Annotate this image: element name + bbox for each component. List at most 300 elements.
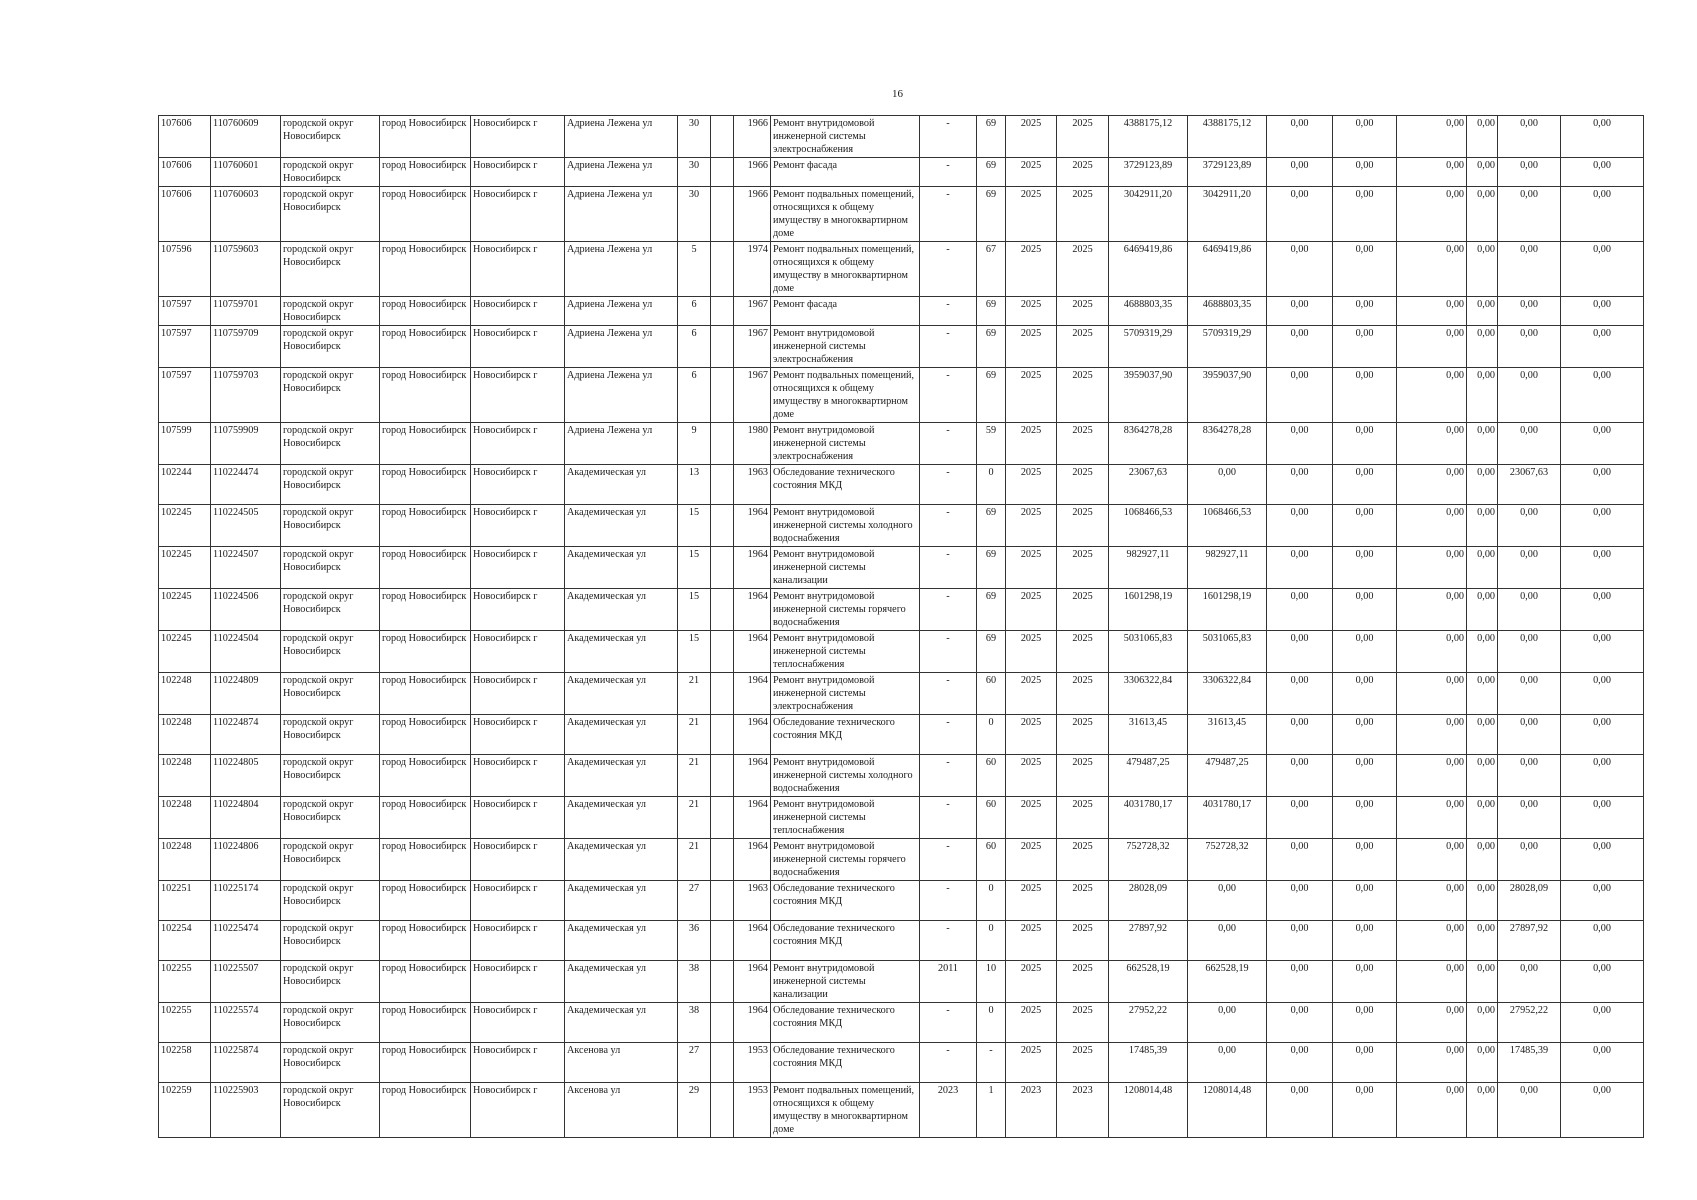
cell-wear-percent: 0 — [977, 715, 1006, 755]
cell-house-number: 15 — [678, 505, 711, 547]
cell-year-built: 1964 — [734, 961, 771, 1003]
cell-budget-federal: 0,00 — [1267, 1003, 1333, 1043]
cell-work-type: Ремонт подвальных помещений, относящихся к общему имуществу в многоквартирном доме — [771, 1083, 920, 1138]
cell-budget-regional: 0,00 — [1333, 423, 1397, 465]
cell-building — [711, 1043, 734, 1083]
cell-settlement: город Новосибирск — [380, 326, 471, 368]
cell-building — [711, 1003, 734, 1043]
cell-budget-local: 0,00 — [1397, 326, 1467, 368]
cell-municipal-district: городской округ Новосибирск — [281, 839, 380, 881]
cell-wear-percent: 0 — [977, 1003, 1006, 1043]
cell-wear-percent: 60 — [977, 797, 1006, 839]
cell-other-cost: 0,00 — [1498, 631, 1561, 673]
cell-wear-percent: 69 — [977, 187, 1006, 242]
cell-fund-cost: 5031065,83 — [1188, 631, 1267, 673]
cell-street: Академическая ул — [565, 673, 678, 715]
cell-other-cost: 0,00 — [1498, 589, 1561, 631]
cell-settlement: город Новосибирск — [380, 715, 471, 755]
cell-municipal-district: городской округ Новосибирск — [281, 423, 380, 465]
cell-budget-regional: 0,00 — [1333, 961, 1397, 1003]
cell-total-cost: 27952,22 — [1109, 1003, 1188, 1043]
cell-settlement: город Новосибирск — [380, 755, 471, 797]
cell-work-type: Ремонт подвальных помещений, относящихся к общему имуществу в многоквартирном доме — [771, 242, 920, 297]
cell-street: Адриена Лежена ул — [565, 368, 678, 423]
cell-street: Академическая ул — [565, 755, 678, 797]
page-number: 16 — [892, 88, 903, 100]
cell-total-cost: 1601298,19 — [1109, 589, 1188, 631]
cell-work-id: 110759703 — [211, 368, 281, 423]
cell-house-number: 21 — [678, 715, 711, 755]
cell-owners-funds: 0,00 — [1467, 921, 1498, 961]
cell-fund-cost: 4388175,12 — [1188, 116, 1267, 158]
cell-work-type: Ремонт внутридомовой инженерной системы горячего водоснабжения — [771, 589, 920, 631]
cell-city: Новосибирск г — [471, 242, 565, 297]
cell-street: Академическая ул — [565, 547, 678, 589]
cell-settlement: город Новосибирск — [380, 368, 471, 423]
cell-building — [711, 797, 734, 839]
cell-building — [711, 297, 734, 326]
table-row — [159, 187, 1644, 242]
table-row — [159, 839, 1644, 881]
cell-house-id: 107606 — [159, 187, 211, 242]
cell-plan-start-year: 2025 — [1006, 368, 1057, 423]
cell-total-cost: 5709319,29 — [1109, 326, 1188, 368]
cell-plan-start-year: 2025 — [1006, 797, 1057, 839]
cell-other-funds: 0,00 — [1561, 116, 1644, 158]
cell-work-type: Ремонт внутридомовой инженерной системы электроснабжения — [771, 673, 920, 715]
cell-work-id: 110225574 — [211, 1003, 281, 1043]
cell-street: Адриена Лежена ул — [565, 187, 678, 242]
cell-fund-cost: 662528,19 — [1188, 961, 1267, 1003]
cell-settlement: город Новосибирск — [380, 589, 471, 631]
cell-building — [711, 116, 734, 158]
cell-city: Новосибирск г — [471, 116, 565, 158]
cell-building — [711, 368, 734, 423]
cell-municipal-district: городской округ Новосибирск — [281, 797, 380, 839]
cell-plan-end-year: 2025 — [1057, 423, 1109, 465]
cell-house-id: 107596 — [159, 242, 211, 297]
cell-other-funds: 0,00 — [1561, 881, 1644, 921]
cell-house-number: 38 — [678, 1003, 711, 1043]
cell-city: Новосибирск г — [471, 505, 565, 547]
cell-other-funds: 0,00 — [1561, 326, 1644, 368]
cell-house-id: 107606 — [159, 116, 211, 158]
table-row — [159, 326, 1644, 368]
cell-last-repair-year: - — [920, 368, 977, 423]
cell-fund-cost: 8364278,28 — [1188, 423, 1267, 465]
cell-building — [711, 921, 734, 961]
cell-house-id: 107597 — [159, 326, 211, 368]
table-row — [159, 465, 1644, 505]
cell-settlement: город Новосибирск — [380, 881, 471, 921]
cell-total-cost: 982927,11 — [1109, 547, 1188, 589]
cell-house-id: 107599 — [159, 423, 211, 465]
cell-house-number: 9 — [678, 423, 711, 465]
cell-building — [711, 715, 734, 755]
cell-total-cost: 8364278,28 — [1109, 423, 1188, 465]
cell-house-number: 21 — [678, 797, 711, 839]
cell-city: Новосибирск г — [471, 187, 565, 242]
cell-building — [711, 961, 734, 1003]
cell-house-number: 27 — [678, 881, 711, 921]
cell-other-cost: 0,00 — [1498, 116, 1561, 158]
cell-plan-end-year: 2025 — [1057, 1043, 1109, 1083]
cell-budget-local: 0,00 — [1397, 715, 1467, 755]
cell-budget-regional: 0,00 — [1333, 755, 1397, 797]
cell-settlement: город Новосибирск — [380, 1003, 471, 1043]
cell-plan-end-year: 2023 — [1057, 1083, 1109, 1138]
cell-work-id: 110224504 — [211, 631, 281, 673]
cell-work-id: 110760601 — [211, 158, 281, 187]
cell-fund-cost: 5709319,29 — [1188, 326, 1267, 368]
cell-total-cost: 3959037,90 — [1109, 368, 1188, 423]
cell-plan-start-year: 2025 — [1006, 921, 1057, 961]
cell-other-funds: 0,00 — [1561, 297, 1644, 326]
cell-plan-start-year: 2025 — [1006, 465, 1057, 505]
cell-total-cost: 479487,25 — [1109, 755, 1188, 797]
cell-other-cost: 0,00 — [1498, 839, 1561, 881]
cell-last-repair-year: - — [920, 116, 977, 158]
cell-last-repair-year: - — [920, 505, 977, 547]
cell-plan-start-year: 2025 — [1006, 961, 1057, 1003]
cell-city: Новосибирск г — [471, 1083, 565, 1138]
cell-building — [711, 158, 734, 187]
cell-city: Новосибирск г — [471, 368, 565, 423]
cell-municipal-district: городской округ Новосибирск — [281, 631, 380, 673]
cell-other-funds: 0,00 — [1561, 158, 1644, 187]
cell-municipal-district: городской округ Новосибирск — [281, 465, 380, 505]
table-row — [159, 1003, 1644, 1043]
cell-last-repair-year: - — [920, 1003, 977, 1043]
cell-plan-end-year: 2025 — [1057, 465, 1109, 505]
cell-last-repair-year: - — [920, 839, 977, 881]
cell-year-built: 1963 — [734, 881, 771, 921]
cell-budget-regional: 0,00 — [1333, 921, 1397, 961]
cell-year-built: 1980 — [734, 423, 771, 465]
cell-year-built: 1964 — [734, 505, 771, 547]
table-row — [159, 961, 1644, 1003]
cell-building — [711, 187, 734, 242]
cell-plan-start-year: 2025 — [1006, 297, 1057, 326]
cell-total-cost: 5031065,83 — [1109, 631, 1188, 673]
cell-budget-regional: 0,00 — [1333, 673, 1397, 715]
cell-settlement: город Новосибирск — [380, 116, 471, 158]
registry-body — [159, 116, 1644, 1138]
cell-plan-end-year: 2025 — [1057, 116, 1109, 158]
cell-last-repair-year: - — [920, 797, 977, 839]
cell-house-id: 102245 — [159, 589, 211, 631]
cell-work-id: 110225474 — [211, 921, 281, 961]
cell-fund-cost: 0,00 — [1188, 881, 1267, 921]
cell-fund-cost: 31613,45 — [1188, 715, 1267, 755]
table-row — [159, 589, 1644, 631]
cell-municipal-district: городской округ Новосибирск — [281, 881, 380, 921]
cell-owners-funds: 0,00 — [1467, 881, 1498, 921]
cell-other-cost: 0,00 — [1498, 673, 1561, 715]
cell-street: Академическая ул — [565, 631, 678, 673]
cell-budget-local: 0,00 — [1397, 755, 1467, 797]
cell-work-type: Ремонт внутридомовой инженерной системы теплоснабжения — [771, 797, 920, 839]
cell-budget-federal: 0,00 — [1267, 839, 1333, 881]
cell-work-id: 110759909 — [211, 423, 281, 465]
cell-plan-end-year: 2025 — [1057, 158, 1109, 187]
cell-owners-funds: 0,00 — [1467, 1083, 1498, 1138]
cell-settlement: город Новосибирск — [380, 631, 471, 673]
cell-plan-end-year: 2025 — [1057, 921, 1109, 961]
cell-house-number: 30 — [678, 116, 711, 158]
cell-wear-percent: 59 — [977, 423, 1006, 465]
cell-municipal-district: городской округ Новосибирск — [281, 961, 380, 1003]
cell-year-built: 1964 — [734, 755, 771, 797]
cell-other-funds: 0,00 — [1561, 797, 1644, 839]
cell-owners-funds: 0,00 — [1467, 326, 1498, 368]
cell-municipal-district: городской округ Новосибирск — [281, 547, 380, 589]
cell-fund-cost: 982927,11 — [1188, 547, 1267, 589]
cell-budget-regional: 0,00 — [1333, 368, 1397, 423]
cell-year-built: 1967 — [734, 297, 771, 326]
cell-other-funds: 0,00 — [1561, 1083, 1644, 1138]
cell-work-id: 110224805 — [211, 755, 281, 797]
cell-other-funds: 0,00 — [1561, 547, 1644, 589]
cell-city: Новосибирск г — [471, 715, 565, 755]
cell-fund-cost: 0,00 — [1188, 1043, 1267, 1083]
cell-city: Новосибирск г — [471, 465, 565, 505]
cell-budget-federal: 0,00 — [1267, 715, 1333, 755]
cell-plan-end-year: 2025 — [1057, 505, 1109, 547]
cell-budget-federal: 0,00 — [1267, 242, 1333, 297]
cell-owners-funds: 0,00 — [1467, 187, 1498, 242]
cell-settlement: город Новосибирск — [380, 961, 471, 1003]
cell-house-number: 21 — [678, 673, 711, 715]
cell-budget-federal: 0,00 — [1267, 116, 1333, 158]
cell-other-funds: 0,00 — [1561, 1043, 1644, 1083]
table-row — [159, 423, 1644, 465]
cell-street: Адриена Лежена ул — [565, 158, 678, 187]
cell-last-repair-year: - — [920, 673, 977, 715]
cell-budget-local: 0,00 — [1397, 505, 1467, 547]
cell-street: Академическая ул — [565, 465, 678, 505]
cell-municipal-district: городской округ Новосибирск — [281, 755, 380, 797]
cell-building — [711, 505, 734, 547]
cell-building — [711, 881, 734, 921]
cell-street: Академическая ул — [565, 839, 678, 881]
cell-other-funds: 0,00 — [1561, 505, 1644, 547]
cell-wear-percent: 0 — [977, 921, 1006, 961]
cell-plan-end-year: 2025 — [1057, 631, 1109, 673]
cell-owners-funds: 0,00 — [1467, 839, 1498, 881]
cell-building — [711, 326, 734, 368]
cell-year-built: 1964 — [734, 797, 771, 839]
cell-fund-cost: 3729123,89 — [1188, 158, 1267, 187]
cell-plan-start-year: 2025 — [1006, 505, 1057, 547]
table-row — [159, 921, 1644, 961]
cell-total-cost: 4031780,17 — [1109, 797, 1188, 839]
cell-settlement: город Новосибирск — [380, 297, 471, 326]
cell-budget-local: 0,00 — [1397, 465, 1467, 505]
cell-budget-regional: 0,00 — [1333, 187, 1397, 242]
cell-street: Аксенова ул — [565, 1043, 678, 1083]
table-row — [159, 631, 1644, 673]
cell-work-id: 110759603 — [211, 242, 281, 297]
cell-settlement: город Новосибирск — [380, 839, 471, 881]
cell-city: Новосибирск г — [471, 755, 565, 797]
cell-work-type: Ремонт внутридомовой инженерной системы теплоснабжения — [771, 631, 920, 673]
cell-work-type: Обследование технического состояния МКД — [771, 715, 920, 755]
cell-wear-percent: - — [977, 1043, 1006, 1083]
cell-city: Новосибирск г — [471, 797, 565, 839]
cell-year-built: 1967 — [734, 368, 771, 423]
cell-house-number: 38 — [678, 961, 711, 1003]
cell-wear-percent: 69 — [977, 116, 1006, 158]
cell-budget-local: 0,00 — [1397, 1003, 1467, 1043]
cell-city: Новосибирск г — [471, 631, 565, 673]
table-row — [159, 116, 1644, 158]
cell-other-funds: 0,00 — [1561, 755, 1644, 797]
cell-other-cost: 0,00 — [1498, 158, 1561, 187]
cell-last-repair-year: - — [920, 242, 977, 297]
cell-work-id: 110759701 — [211, 297, 281, 326]
cell-wear-percent: 69 — [977, 589, 1006, 631]
cell-settlement: город Новосибирск — [380, 1043, 471, 1083]
cell-budget-federal: 0,00 — [1267, 1043, 1333, 1083]
table-row — [159, 673, 1644, 715]
cell-budget-regional: 0,00 — [1333, 589, 1397, 631]
cell-total-cost: 3042911,20 — [1109, 187, 1188, 242]
cell-plan-end-year: 2025 — [1057, 839, 1109, 881]
cell-house-number: 21 — [678, 839, 711, 881]
cell-other-cost: 23067,63 — [1498, 465, 1561, 505]
cell-fund-cost: 3959037,90 — [1188, 368, 1267, 423]
cell-budget-federal: 0,00 — [1267, 187, 1333, 242]
cell-wear-percent: 60 — [977, 839, 1006, 881]
cell-municipal-district: городской округ Новосибирск — [281, 326, 380, 368]
cell-settlement: город Новосибирск — [380, 465, 471, 505]
cell-building — [711, 547, 734, 589]
cell-plan-end-year: 2025 — [1057, 715, 1109, 755]
cell-fund-cost: 1601298,19 — [1188, 589, 1267, 631]
cell-budget-federal: 0,00 — [1267, 505, 1333, 547]
cell-house-number: 13 — [678, 465, 711, 505]
cell-house-number: 15 — [678, 631, 711, 673]
cell-work-id: 110225174 — [211, 881, 281, 921]
cell-owners-funds: 0,00 — [1467, 961, 1498, 1003]
cell-plan-start-year: 2025 — [1006, 423, 1057, 465]
cell-municipal-district: городской округ Новосибирск — [281, 1083, 380, 1138]
cell-work-type: Обследование технического состояния МКД — [771, 1003, 920, 1043]
cell-budget-local: 0,00 — [1397, 297, 1467, 326]
cell-work-id: 110224806 — [211, 839, 281, 881]
cell-owners-funds: 0,00 — [1467, 1003, 1498, 1043]
cell-other-cost: 0,00 — [1498, 505, 1561, 547]
cell-street: Академическая ул — [565, 921, 678, 961]
cell-work-type: Ремонт подвальных помещений, относящихся к общему имуществу в многоквартирном доме — [771, 368, 920, 423]
cell-house-id: 102248 — [159, 755, 211, 797]
cell-street: Адриена Лежена ул — [565, 297, 678, 326]
cell-city: Новосибирск г — [471, 589, 565, 631]
cell-budget-local: 0,00 — [1397, 158, 1467, 187]
cell-work-id: 110224804 — [211, 797, 281, 839]
cell-budget-local: 0,00 — [1397, 921, 1467, 961]
cell-budget-federal: 0,00 — [1267, 1083, 1333, 1138]
cell-budget-federal: 0,00 — [1267, 465, 1333, 505]
cell-work-id: 110224507 — [211, 547, 281, 589]
cell-plan-end-year: 2025 — [1057, 242, 1109, 297]
cell-budget-regional: 0,00 — [1333, 797, 1397, 839]
cell-wear-percent: 69 — [977, 547, 1006, 589]
cell-other-funds: 0,00 — [1561, 1003, 1644, 1043]
cell-year-built: 1966 — [734, 158, 771, 187]
cell-wear-percent: 10 — [977, 961, 1006, 1003]
cell-budget-local: 0,00 — [1397, 1083, 1467, 1138]
cell-budget-federal: 0,00 — [1267, 921, 1333, 961]
cell-building — [711, 589, 734, 631]
cell-budget-regional: 0,00 — [1333, 547, 1397, 589]
cell-municipal-district: городской округ Новосибирск — [281, 1043, 380, 1083]
cell-city: Новосибирск г — [471, 839, 565, 881]
cell-wear-percent: 69 — [977, 368, 1006, 423]
cell-budget-local: 0,00 — [1397, 797, 1467, 839]
cell-fund-cost: 752728,32 — [1188, 839, 1267, 881]
cell-wear-percent: 67 — [977, 242, 1006, 297]
cell-work-type: Ремонт внутридомовой инженерной системы холодного водоснабжения — [771, 755, 920, 797]
cell-budget-federal: 0,00 — [1267, 368, 1333, 423]
cell-budget-regional: 0,00 — [1333, 465, 1397, 505]
cell-work-id: 110225507 — [211, 961, 281, 1003]
cell-house-number: 30 — [678, 187, 711, 242]
cell-total-cost: 662528,19 — [1109, 961, 1188, 1003]
cell-plan-start-year: 2025 — [1006, 631, 1057, 673]
cell-house-number: 6 — [678, 326, 711, 368]
cell-municipal-district: городской округ Новосибирск — [281, 158, 380, 187]
cell-budget-federal: 0,00 — [1267, 797, 1333, 839]
cell-wear-percent: 69 — [977, 631, 1006, 673]
cell-plan-end-year: 2025 — [1057, 326, 1109, 368]
cell-municipal-district: городской округ Новосибирск — [281, 673, 380, 715]
cell-other-cost: 27952,22 — [1498, 1003, 1561, 1043]
cell-municipal-district: городской округ Новосибирск — [281, 589, 380, 631]
cell-last-repair-year: - — [920, 755, 977, 797]
cell-plan-end-year: 2025 — [1057, 961, 1109, 1003]
cell-house-id: 107597 — [159, 368, 211, 423]
cell-last-repair-year: - — [920, 187, 977, 242]
cell-work-type: Обследование технического состояния МКД — [771, 881, 920, 921]
cell-total-cost: 752728,32 — [1109, 839, 1188, 881]
cell-street: Академическая ул — [565, 505, 678, 547]
cell-fund-cost: 3306322,84 — [1188, 673, 1267, 715]
cell-plan-start-year: 2025 — [1006, 1043, 1057, 1083]
cell-budget-federal: 0,00 — [1267, 755, 1333, 797]
cell-total-cost: 27897,92 — [1109, 921, 1188, 961]
cell-street: Академическая ул — [565, 961, 678, 1003]
cell-total-cost: 1208014,48 — [1109, 1083, 1188, 1138]
cell-work-id: 110759709 — [211, 326, 281, 368]
cell-fund-cost: 479487,25 — [1188, 755, 1267, 797]
cell-street: Аксенова ул — [565, 1083, 678, 1138]
cell-budget-local: 0,00 — [1397, 881, 1467, 921]
cell-last-repair-year: - — [920, 297, 977, 326]
cell-house-id: 102245 — [159, 505, 211, 547]
cell-work-type: Ремонт подвальных помещений, относящихся к общему имуществу в многоквартирном доме — [771, 187, 920, 242]
cell-budget-local: 0,00 — [1397, 961, 1467, 1003]
cell-plan-end-year: 2025 — [1057, 368, 1109, 423]
cell-budget-regional: 0,00 — [1333, 1003, 1397, 1043]
cell-house-id: 102248 — [159, 797, 211, 839]
cell-work-id: 110224506 — [211, 589, 281, 631]
cell-city: Новосибирск г — [471, 921, 565, 961]
cell-budget-local: 0,00 — [1397, 839, 1467, 881]
cell-owners-funds: 0,00 — [1467, 368, 1498, 423]
cell-last-repair-year: - — [920, 1043, 977, 1083]
